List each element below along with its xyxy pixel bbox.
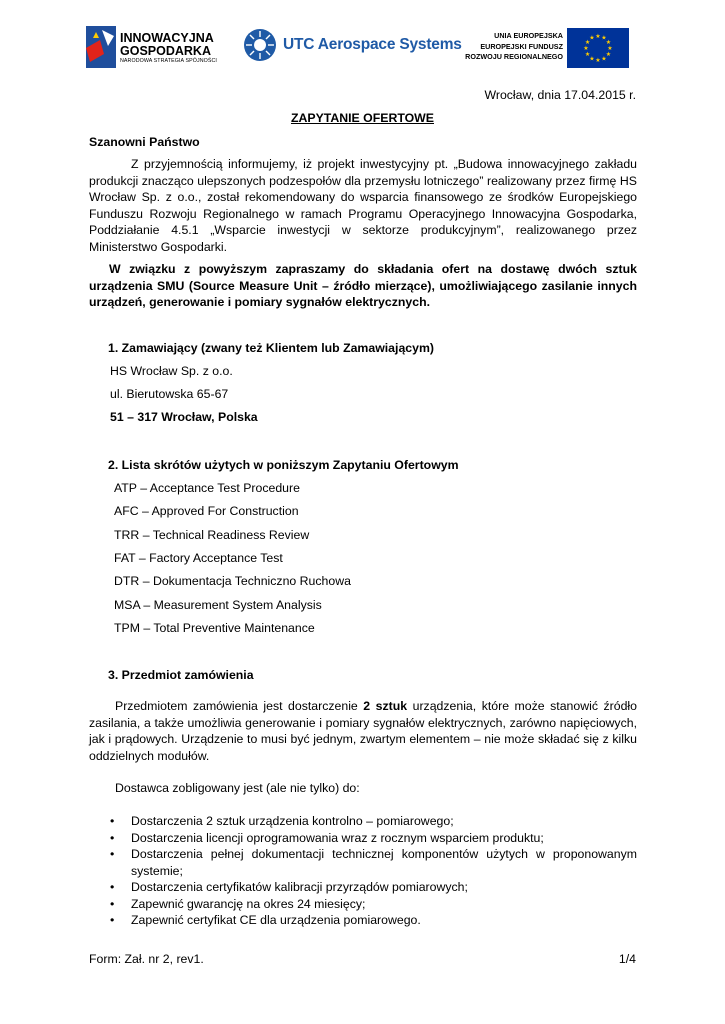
eu-star-icon: ★ [601, 56, 607, 63]
section-3-heading: 3. Przedmiot zamówienia [108, 668, 254, 682]
list-item: • Dostarczenia licencji oprogramowania wraz z rocznym wsparciem produktu; [107, 830, 637, 847]
abbreviation-item: ATP – Acceptance Test Procedure [114, 481, 300, 495]
page-number: 1/4 [618, 952, 636, 966]
eu-star-icon: ★ [589, 35, 595, 42]
eu-logo-text: UNIA EUROPEJSKA EUROPEJSKI FUNDUSZ ROZWOJU REGIONALNEGO [465, 31, 563, 61]
client-street: ul. Bierutowska 65-67 [110, 387, 229, 401]
abbreviation-item: AFC – Approved For Construction [114, 504, 299, 518]
list-item: • Zapewnić certyfikat CE dla urządzenia pomiarowego. [107, 912, 637, 929]
client-company: HS Wrocław Sp. z o.o. [110, 364, 233, 378]
document-date: Wrocław, dnia 17.04.2015 r. [484, 88, 636, 102]
order-subject-paragraph: Przedmiotem zamówienia jest dostarczenie 2 sztuk urządzenia, które może stanowić źródło zasilania, a także umożliwia generowanie i pomiary sygnałów elektrycznych, zarówno napięciowych, jak i prądowych. Urządzenie to musi być jednym, zwartym elementem – nie może składać się z kilku oddzielnych modułów. [89, 699, 637, 763]
abbreviation-item: TRR – Technical Readiness Review [114, 528, 310, 542]
eu-flag-icon [567, 28, 629, 68]
abbreviation-item: MSA – Measurement System Analysis [114, 598, 322, 612]
greeting: Szanowni Państwo [89, 135, 200, 149]
eu-fund-logo [465, 28, 629, 68]
innowacyjna-gospodarka-logo [86, 24, 246, 69]
list-item: • Dostarczenia pełnej dokumentacji technicznej komponentów użytych w proponowanym systemie; [107, 846, 637, 879]
eu-star-icon: ★ [589, 56, 595, 63]
document-title: ZAPYTANIE OFERTOWE [290, 111, 434, 125]
abbreviation-item: TPM – Total Preventive Maintenance [114, 621, 315, 635]
list-item: • Zapewnić gwarancję na okres 24 miesięcy; [107, 896, 637, 913]
abbreviation-item: FAT – Factory Acceptance Test [114, 551, 283, 565]
supplier-obligations-intro: Dostawca zobligowany jest (ale nie tylko) do: [115, 781, 360, 795]
footer-form-label: Form: Zał. nr 2, rev1. [89, 952, 204, 966]
client-city: 51 – 317 Wrocław, Polska [110, 410, 258, 424]
ig-emblem-icon [86, 26, 116, 68]
eu-star-icon: ★ [583, 46, 589, 52]
eu-star-icon: ★ [584, 52, 591, 58]
utc-logo-text: UTC Aerospace Systems [283, 36, 462, 53]
eu-star-icon: ★ [605, 40, 612, 46]
eu-star-icon: ★ [601, 35, 607, 42]
abbreviation-item: DTR – Dokumentacja Techniczno Ruchowa [114, 574, 351, 588]
section-1-heading: 1. Zamawiający (zwany też Klientem lub Zamawiającym) [108, 341, 434, 355]
utc-aerospace-logo [243, 27, 462, 63]
list-item: • Dostarczenia 2 sztuk urządzenia kontrolno – pomiarowego; [107, 813, 637, 830]
eu-star-icon: ★ [584, 40, 591, 46]
eu-star-icon: ★ [605, 52, 612, 58]
eu-star-icon: ★ [595, 34, 601, 40]
intro-paragraph: Z przyjemnością informujemy, iż projekt inwestycyjny pt. „Budowa innowacyjnego zakładu produkcji znacząco ulepszonych podzespołów dla przemysłu lotniczego” realizowany przez firmę HS Wrocław Sp. z o.o., został rekomendowany do wsparcia finansowego ze środków Europejskiego Funduszu Rozwoju Regionalnego w ramach Programu Operacyjnego Innowacyjna Gospodarka, Poddziałanie 4.5.1 „Wsparcie inwestycji w sektorze produkcyjnym”, realizowanego przez Ministerstwo Gospodarki. [89, 157, 637, 254]
eu-star-icon: ★ [595, 58, 601, 64]
utc-sunburst-icon [243, 28, 277, 62]
eu-star-icon: ★ [607, 46, 613, 52]
section-2-heading: 2. Lista skrótów użytych w poniższym Zapytaniu Ofertowym [108, 458, 459, 472]
invitation-paragraph: W związku z powyższym zapraszamy do składania ofert na dostawę dwóch sztuk urządzenia SMU (Source Measure Unit – źródło mierzące), umożliwiającego zasilanie innych urządzeń, generowanie i pomiary sygnałów elektrycznych. [89, 262, 637, 309]
obligations-list [107, 813, 637, 929]
ig-logo-text: INNOWACYJNA GOSPODARKA [120, 31, 214, 58]
list-item: • Dostarczenia certyfikatów kalibracji przyrządów pomiarowych; [107, 879, 637, 896]
ig-logo-subtitle: NARODOWA STRATEGIA SPÓJNOŚCI [120, 58, 217, 64]
